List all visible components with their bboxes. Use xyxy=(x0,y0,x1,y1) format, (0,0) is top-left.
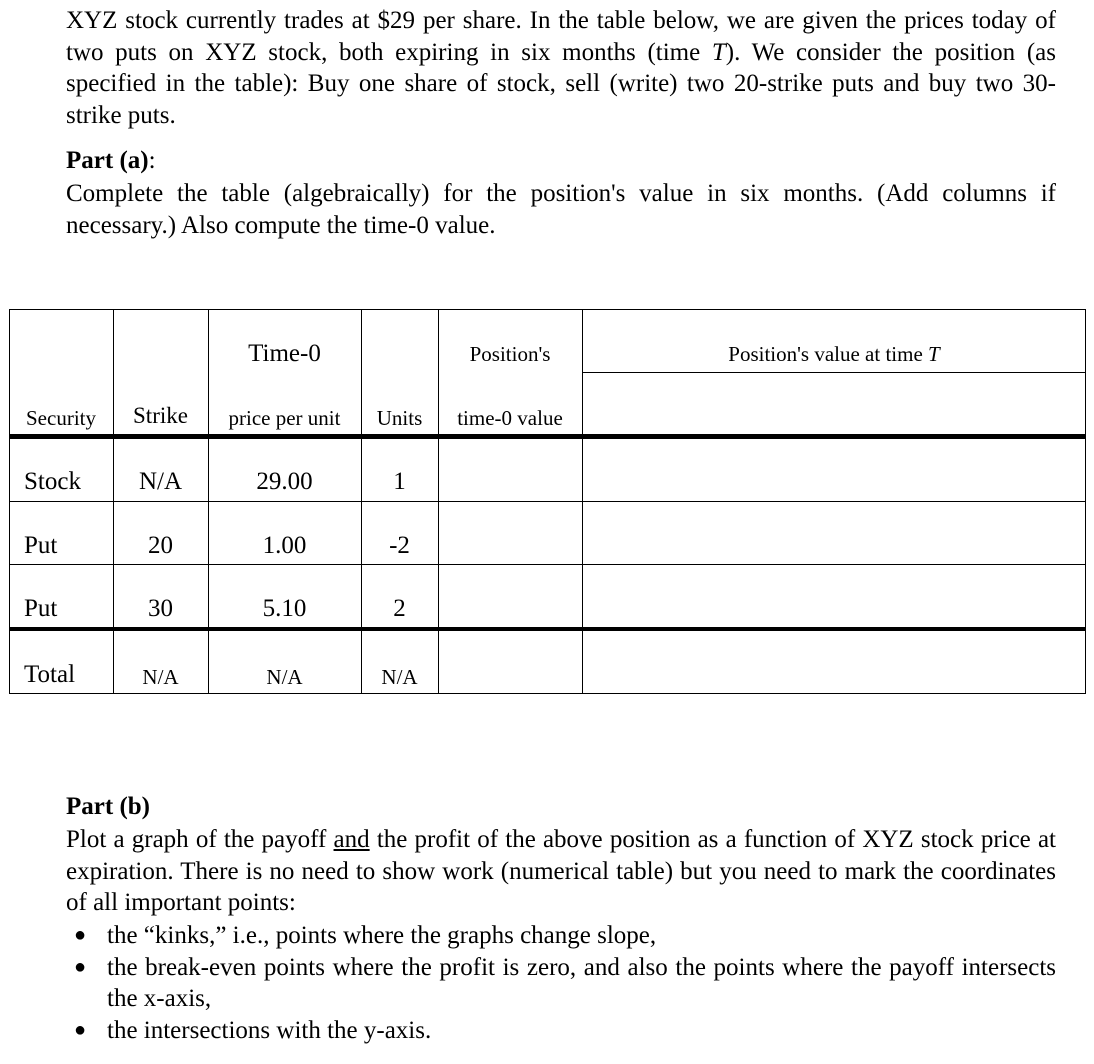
row-strike: 30 xyxy=(148,595,173,622)
part-b-heading: Part (b) xyxy=(66,793,150,820)
row-price: 5.10 xyxy=(262,595,307,622)
part-a-heading-text: Part (a) xyxy=(66,147,149,174)
list-item-text: the “kinks,” i.e., points where the graphs change slope, xyxy=(107,922,657,949)
row-price: 29.00 xyxy=(256,468,313,495)
time-symbol: T xyxy=(711,38,726,66)
row-strike: 20 xyxy=(148,532,173,559)
header-units: Units xyxy=(376,406,423,430)
header-thick-divider xyxy=(9,434,1086,439)
bullet-icon: ● xyxy=(74,924,87,946)
row-security: Stock xyxy=(24,468,81,495)
intro-text-1: XYZ stock currently trades at $29 per share. In the table below, we are given the prices today of two puts on XYZ stock, both expiring in six months (time xyxy=(66,7,1056,66)
header-time0: Time-0 xyxy=(248,340,321,367)
part-b-text-1: Plot a graph of the payoff xyxy=(66,826,334,853)
list-item-text: the break-even points where the profit is zero, and also the points where the payoff intersects the x-axis, xyxy=(107,953,1056,1012)
table-border-bottom xyxy=(9,693,1086,694)
important-points-list xyxy=(66,920,1056,1046)
part-b-underlined: and xyxy=(333,826,370,853)
row-security: Put xyxy=(24,532,58,559)
bullet-icon: ● xyxy=(74,955,87,978)
total-thick-divider xyxy=(9,627,1086,631)
intro-text-2: ). We consider the position (as specified in the table): Buy one share of stock, sell (write) two 20-strike puts and buy two 30-strike puts. xyxy=(66,38,1056,129)
part-a-heading-colon: : xyxy=(148,147,156,174)
table-border-top xyxy=(9,309,1086,310)
list-item xyxy=(66,920,1056,952)
header-value-at-time-text: Position's value at time xyxy=(728,342,929,366)
row-strike: N/A xyxy=(138,468,183,495)
total-strike: N/A xyxy=(142,665,179,689)
part-a-text: Complete the table (algebraically) for the position's value in six months. (Add columns if necessary.) Also compute the time-0 value. xyxy=(66,180,1056,239)
total-security: Total xyxy=(24,661,76,688)
part-a-heading xyxy=(66,146,156,176)
row-price: 1.00 xyxy=(262,532,307,559)
part-b-text xyxy=(66,824,1056,919)
header-price-per-unit: price per unit xyxy=(228,406,341,430)
total-units: N/A xyxy=(381,665,418,689)
total-price: N/A xyxy=(266,665,303,689)
header-strike: Strike xyxy=(133,403,188,428)
row-divider xyxy=(9,564,1086,565)
bullet-icon: ● xyxy=(74,1018,87,1041)
header-positions: Position's xyxy=(469,342,551,366)
header-value-at-time xyxy=(582,340,1086,368)
row-units: 1 xyxy=(393,468,406,495)
header-time-symbol: T xyxy=(928,342,940,366)
list-item xyxy=(66,952,1056,1015)
list-item-text: the intersections with the y-axis. xyxy=(107,1016,432,1044)
row-divider xyxy=(9,501,1086,502)
position-table xyxy=(9,309,1086,694)
header-security: Security xyxy=(26,406,96,430)
part-b-text-2: the profit of the above position as a function of XYZ stock price at expiration. There is no need to show work (numerical table) but you need to mark the coordinates of all important points: xyxy=(66,826,1056,916)
header-time0-value: time-0 value xyxy=(457,406,563,430)
header-sub-divider xyxy=(582,372,1086,373)
list-item xyxy=(66,1015,1056,1047)
row-units: 2 xyxy=(393,595,406,622)
intro-paragraph xyxy=(66,5,1056,131)
row-units: -2 xyxy=(389,532,410,559)
row-security: Put xyxy=(24,595,58,622)
